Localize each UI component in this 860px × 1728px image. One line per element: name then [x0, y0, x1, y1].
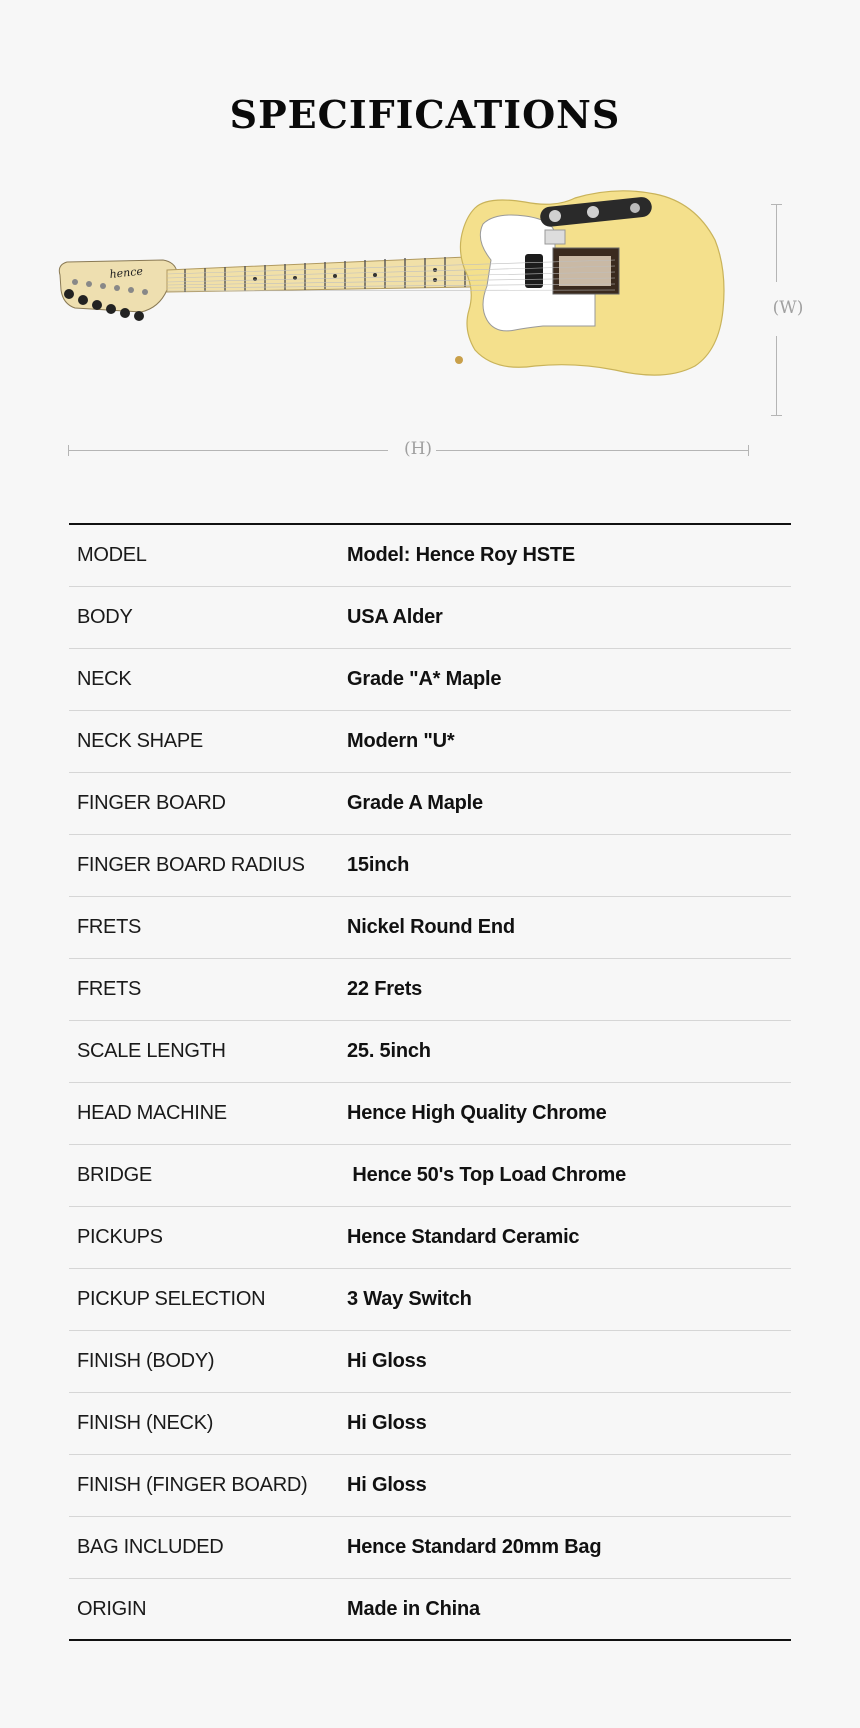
spec-key: FINISH (NECK): [77, 1412, 214, 1434]
spec-value: Hence 50's Top Load Chrome: [347, 1164, 627, 1186]
spec-value: 3 Way Switch: [347, 1288, 472, 1310]
width-dimension: [768, 204, 828, 416]
spec-row-model: [69, 525, 791, 587]
spec-value: Made in China: [347, 1597, 480, 1620]
spec-row-neck-shape: [69, 711, 791, 773]
spec-row-pickup-selection: [69, 1269, 791, 1331]
spec-row-neck: [69, 649, 791, 711]
jack: [455, 356, 463, 364]
switch: [630, 203, 640, 213]
spec-row-frets-material: [69, 897, 791, 959]
logo-plate: [545, 230, 565, 244]
spec-value: Grade A Maple: [347, 792, 483, 814]
height-dimension: [68, 439, 748, 459]
spec-value: USA Alder: [347, 606, 443, 628]
spec-value: Model: Hence Roy HSTE: [347, 544, 576, 566]
knob-1: [549, 210, 561, 222]
spec-row-body: [69, 587, 791, 649]
spec-key: FINISH (FINGER BOARD): [77, 1474, 308, 1496]
guitar-illustration: [55, 190, 775, 420]
spec-key: SCALE LENGTH: [77, 1040, 226, 1062]
spec-row-bag-included: [69, 1517, 791, 1579]
spec-value: 15inch: [347, 854, 410, 876]
spec-row-origin: [69, 1579, 791, 1639]
spec-value: 25. 5inch: [347, 1040, 431, 1062]
spec-row-scale-length: [69, 1021, 791, 1083]
spec-key: FINISH (BODY): [77, 1350, 215, 1372]
spec-value: Grade "A* Maple: [347, 668, 502, 690]
spec-key: BRIDGE: [77, 1164, 152, 1186]
width-label: (W): [772, 298, 804, 318]
spec-row-finger-board: [69, 773, 791, 835]
spec-key: NECK: [77, 668, 132, 690]
spec-row-head-machine: [69, 1083, 791, 1145]
spec-key: BAG INCLUDED: [77, 1536, 224, 1558]
spec-row-bridge: [69, 1145, 791, 1207]
spec-key: PICKUP SELECTION: [77, 1288, 266, 1310]
guitar-image: [55, 190, 775, 420]
spec-key: FRETS: [77, 916, 142, 938]
page-title: SPECIFICATIONS: [229, 92, 621, 137]
spec-key: HEAD MACHINE: [77, 1102, 227, 1124]
spec-value: Hi Gloss: [347, 1412, 427, 1434]
spec-value: 22 Frets: [347, 978, 423, 1000]
spec-key: NECK SHAPE: [77, 730, 203, 752]
spec-value: Modern "U*: [347, 730, 455, 752]
spec-row-finish-body: [69, 1331, 791, 1393]
spec-key: FRETS: [77, 978, 142, 1000]
height-label: (H): [403, 439, 433, 459]
brand-logo: hence: [108, 264, 144, 281]
spec-row-finish-finger-board: [69, 1455, 791, 1517]
spec-value: Hi Gloss: [347, 1350, 427, 1372]
spec-row-pickups: [69, 1207, 791, 1269]
spec-value: Hence Standard 20mm Bag: [347, 1536, 602, 1558]
spec-row-frets-count: [69, 959, 791, 1021]
knob-2: [587, 206, 599, 218]
spec-value: Hence Standard Ceramic: [347, 1226, 580, 1248]
spec-table: [69, 523, 791, 1641]
spec-row-finger-board-radius: [69, 835, 791, 897]
spec-value: Hi Gloss: [347, 1474, 427, 1496]
spec-row-finish-neck: [69, 1393, 791, 1455]
spec-value: Hence High Quality Chrome: [347, 1102, 607, 1124]
spec-value: Nickel Round End: [347, 916, 515, 938]
neck-pickup: [525, 254, 543, 288]
spec-key: FINGER BOARD RADIUS: [77, 854, 305, 876]
spec-key: ORIGIN: [77, 1597, 147, 1620]
spec-key: PICKUPS: [77, 1226, 163, 1248]
spec-key: BODY: [77, 606, 133, 628]
spec-key: MODEL: [77, 544, 147, 566]
spec-key: FINGER BOARD: [77, 792, 226, 814]
